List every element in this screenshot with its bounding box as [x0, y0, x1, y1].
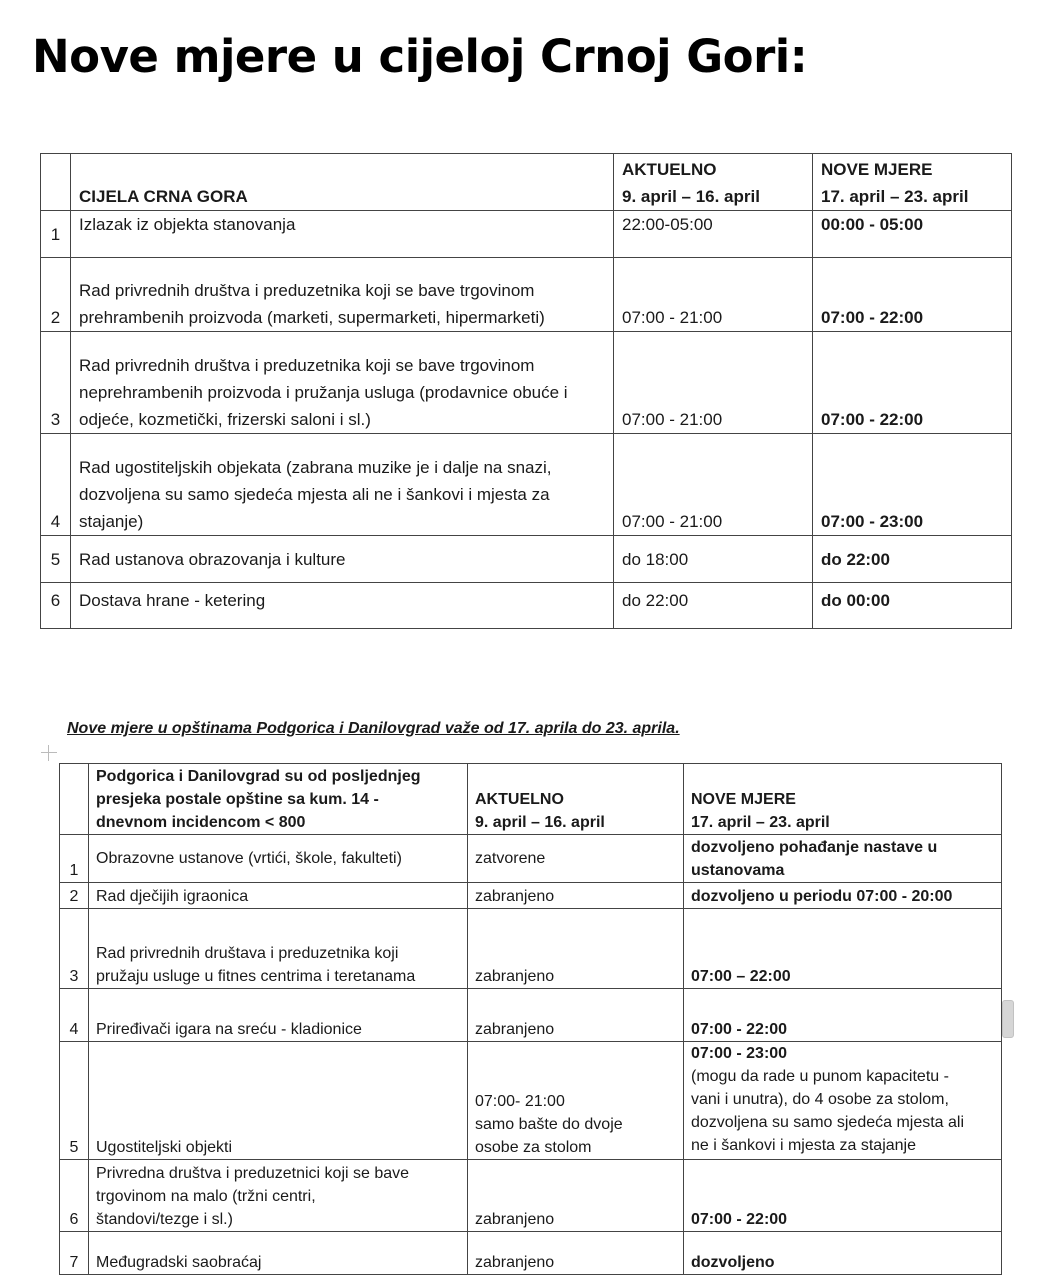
table-header-row: [60, 764, 1002, 835]
row-new: 07:00 - 23:00: [813, 434, 1012, 536]
header-current: AKTUELNO 9. april – 16. april: [614, 154, 813, 211]
row-description: Međugradski saobraćaj: [89, 1232, 468, 1275]
table-row: [41, 536, 1012, 583]
row-number: 5: [60, 1042, 89, 1160]
row-new: do 00:00: [813, 583, 1012, 629]
table-row: [41, 434, 1012, 536]
table-row: [60, 1232, 1002, 1275]
row-number: 4: [41, 434, 71, 536]
row-description: Rad privrednih društva i preduzetnika koji se bave trgovinom prehrambenih proizvoda (marketi, supermarketi, hipermarketi): [71, 258, 614, 332]
row-description: Rad privrednih društva i preduzetnika koji se bave trgovinom neprehrambenih proizvoda i pružanja usluga (prodavnice obuće i odjeće, kozmetički, frizerski saloni i sl.): [71, 332, 614, 434]
row-new-time: 07:00 - 23:00: [691, 1045, 788, 1062]
header-num-cell: [41, 154, 71, 211]
row-description: Rad dječijih igraonica: [89, 883, 468, 909]
row-number: 1: [41, 211, 71, 258]
table-header-row: [41, 154, 1012, 211]
row-new: 00:00 - 05:00: [813, 211, 1012, 258]
table-row: [60, 989, 1002, 1042]
header-new: NOVE MJERE 17. april – 23. april: [813, 154, 1012, 211]
row-new: 07:00 - 22:00: [684, 1160, 1002, 1232]
table-row: [60, 883, 1002, 909]
row-new-note: (mogu da rade u punom kapacitetu - vani i unutra), do 4 osobe za stolom, dozvoljena su samo sjedeća mjesta ali ne i šankovi i mjesta za stajanje: [691, 1068, 965, 1154]
row-current: zabranjeno: [468, 989, 684, 1042]
row-description: Rad ugostiteljskih objekata (zabrana muzike je i dalje na snazi, dozvoljena su samo sjedeća mjesta ali ne i šankovi i mjesta za stajanje): [71, 434, 614, 536]
row-new: 07:00 - 22:00: [813, 332, 1012, 434]
row-number: 7: [60, 1232, 89, 1275]
row-number: 6: [41, 583, 71, 629]
row-current: zabranjeno: [468, 1160, 684, 1232]
row-number: 2: [41, 258, 71, 332]
header-current: AKTUELNO 9. april – 16. april: [468, 764, 684, 835]
row-number: 3: [41, 332, 71, 434]
row-number: 5: [41, 536, 71, 583]
row-current: zabranjeno: [468, 883, 684, 909]
header-num-cell: [60, 764, 89, 835]
table-row: [41, 211, 1012, 258]
table-row: [41, 332, 1012, 434]
table-move-handle-icon[interactable]: [41, 745, 57, 761]
measures-table-montenegro: [40, 153, 1012, 629]
row-current: do 22:00: [614, 583, 813, 629]
row-new: dozvoljeno u periodu 07:00 - 20:00: [684, 883, 1002, 909]
row-description: Privredna društva i preduzetnici koji se bave trgovinom na malo (tržni centri, štandovi/tezge i sl.): [89, 1160, 468, 1232]
row-description: Rad privrednih društava i preduzetnika koji pružaju usluge u fitnes centrima i teretanama: [89, 909, 468, 989]
row-description: Dostava hrane - ketering: [71, 583, 614, 629]
row-new: 07:00 – 22:00: [684, 909, 1002, 989]
row-new: dozvoljeno: [684, 1232, 1002, 1275]
row-description: Ugostiteljski objekti: [89, 1042, 468, 1160]
row-description: Izlazak iz objekta stanovanja: [71, 211, 614, 258]
row-current: 07:00 - 21:00: [614, 332, 813, 434]
row-current: 07:00 - 21:00: [614, 434, 813, 536]
header-region: CIJELA CRNA GORA: [71, 154, 614, 211]
row-current: 07:00 - 21:00: [614, 258, 813, 332]
row-number: 2: [60, 883, 89, 909]
row-description: Obrazovne ustanove (vrtići, škole, fakulteti): [89, 835, 468, 883]
row-new: do 22:00: [813, 536, 1012, 583]
row-current: zabranjeno: [468, 1232, 684, 1275]
row-new: 07:00 - 22:00: [684, 989, 1002, 1042]
row-number: 4: [60, 989, 89, 1042]
table-row: [60, 909, 1002, 989]
row-current: zabranjeno: [468, 909, 684, 989]
table-row: [60, 1042, 1002, 1160]
header-new: NOVE MJERE 17. april – 23. april: [684, 764, 1002, 835]
row-description: Rad ustanova obrazovanja i kulture: [71, 536, 614, 583]
measures-table-podgorica-danilovgrad: [59, 763, 1002, 1275]
section-subtitle: Nove mjere u opštinama Podgorica i Danilovgrad važe od 17. aprila do 23. aprila.: [67, 720, 680, 737]
table-row: [60, 835, 1002, 883]
page-title: Nove mjere u cijeloj Crnoj Gori:: [32, 30, 808, 83]
row-current: 22:00-05:00: [614, 211, 813, 258]
row-new: dozvoljeno pohađanje nastave u ustanovama: [684, 835, 1002, 883]
row-new: [684, 1042, 1002, 1160]
row-new: 07:00 - 22:00: [813, 258, 1012, 332]
scroll-handle[interactable]: [1002, 1000, 1014, 1038]
table-row: [60, 1160, 1002, 1232]
header-region: Podgorica i Danilovgrad su od posljednjeg presjeka postale opštine sa kum. 14 - dnevnom incidencom < 800: [89, 764, 468, 835]
row-number: 3: [60, 909, 89, 989]
row-number: 6: [60, 1160, 89, 1232]
table-row: [41, 258, 1012, 332]
table-row: [41, 583, 1012, 629]
row-current: zatvorene: [468, 835, 684, 883]
row-current: 07:00- 21:00 samo bašte do dvoje osobe za stolom: [468, 1042, 684, 1160]
row-number: 1: [60, 835, 89, 883]
row-description: Priređivači igara na sreću - kladionice: [89, 989, 468, 1042]
row-current: do 18:00: [614, 536, 813, 583]
